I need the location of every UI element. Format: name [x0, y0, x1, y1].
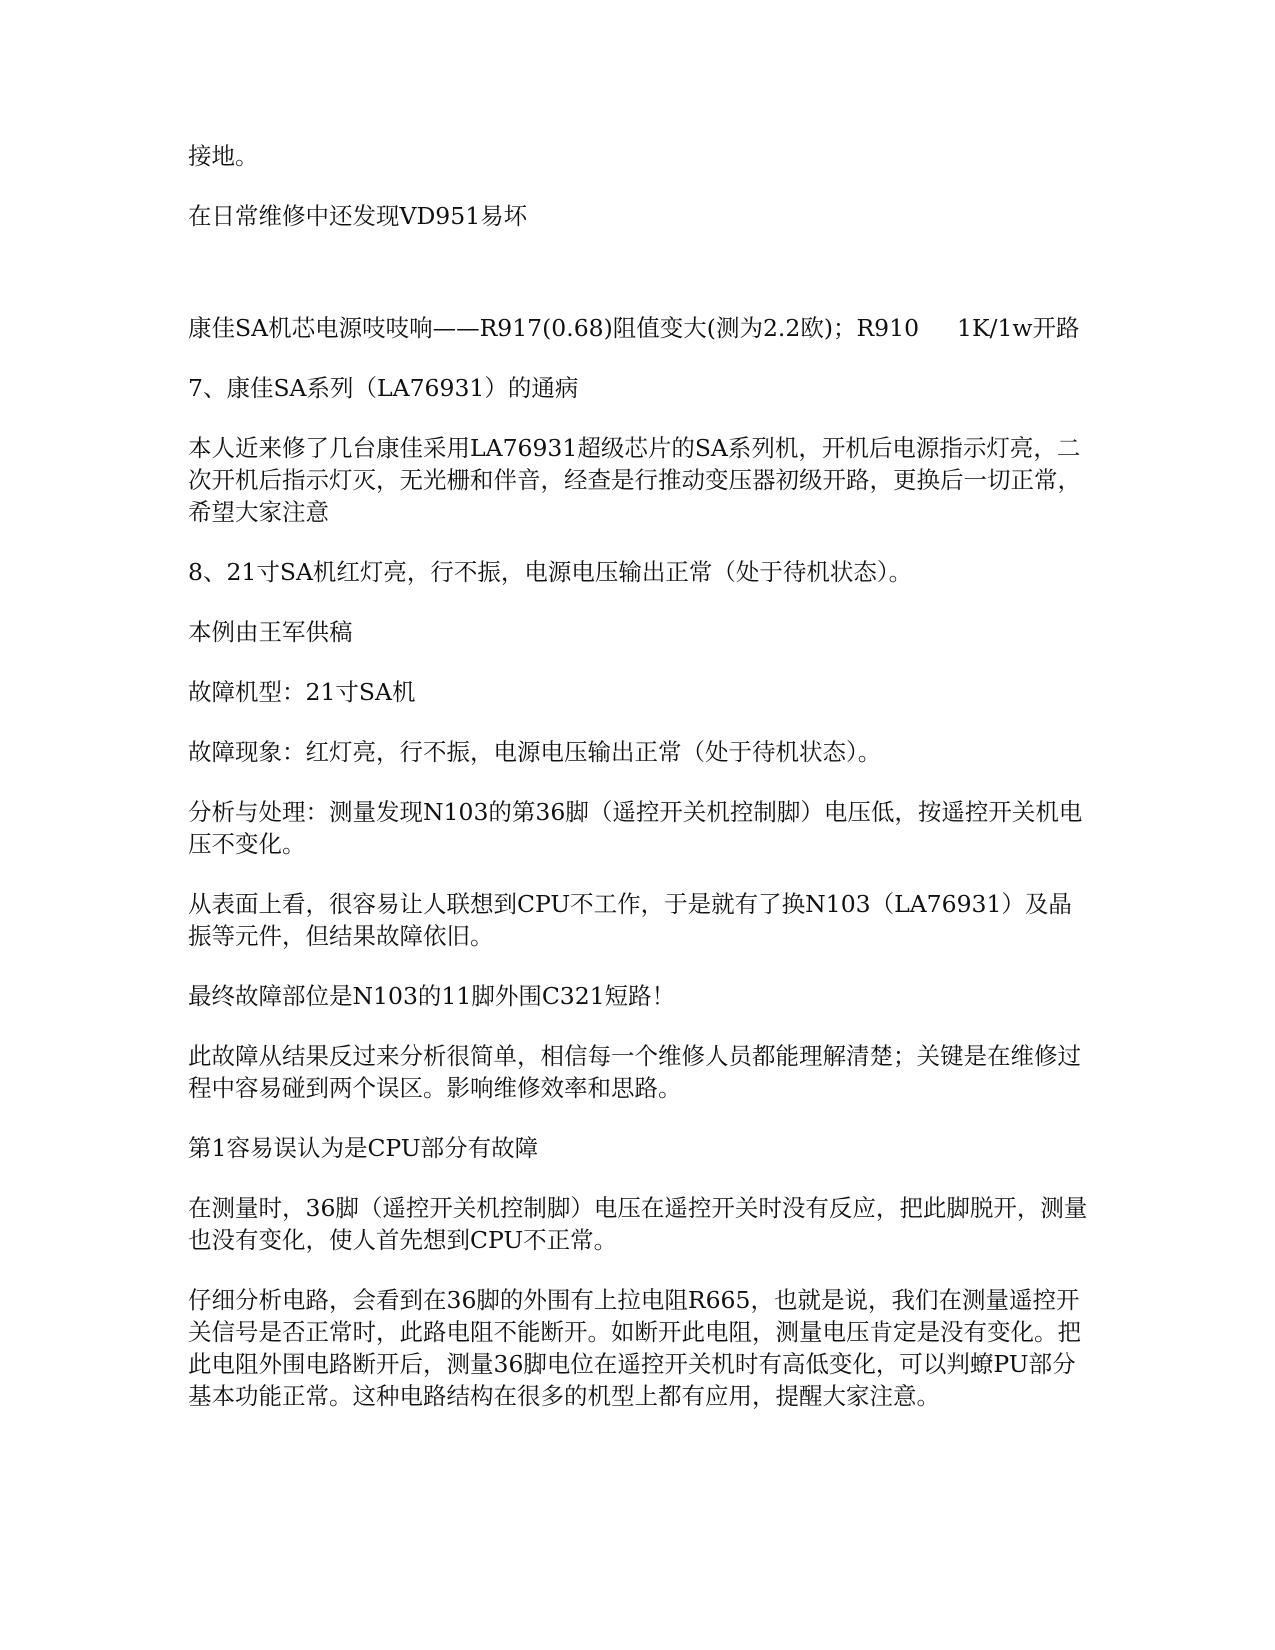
- paragraph-1: 接地。: [188, 142, 259, 170]
- paragraph-3-suffix: 1K/1w开路: [957, 314, 1080, 342]
- paragraph-2: 在日常维修中还发现VD951易坏: [188, 202, 528, 230]
- paragraph-12: 最终故障部位是N103的11脚外围C321短路！: [188, 982, 676, 1010]
- document-body: [188, 140, 1088, 1440]
- paragraph-11: 从表面上看，很容易让人联想到CPU不工作，于是就有了换N103（LA76931）及晶振等元件，但结果故障依旧。: [188, 890, 1072, 950]
- paragraph-7: 本例由王军供稿: [188, 618, 353, 646]
- paragraph-16: 仔细分析电路，会看到在36脚的外围有上拉电阻R665，也就是说，我们在测量遥控开关信号是否正常时，此路电阻不能断开。如断开此电阻，测量电压肯定是没有变化。把此电阻外围电路断开后，测量36脚电位在遥控开关机时有高低变化，可以判蟟PU部分基本功能正常。这种电路结构在很多的机型上都有应用，提醒大家注意。: [188, 1286, 1081, 1410]
- paragraph-13: 此故障从结果反过来分析很简单，相信每一个维修人员都能理解清楚；关键是在维修过程中容易碰到两个误区。影响维修效率和思路。: [188, 1042, 1081, 1102]
- paragraph-3-main: 康佳SA机芯电源吱吱响——R917(0.68)阻值变大(测为2.2欧)；R910: [188, 314, 920, 342]
- paragraph-3: [188, 312, 1088, 344]
- blank-gap: [188, 260, 1088, 312]
- paragraph-8: 故障机型：21寸SA机: [188, 678, 416, 706]
- paragraph-15: 在测量时，36脚（遥控开关机控制脚）电压在遥控开关时没有反应，把此脚脱开，测量也没有变化，使人首先想到CPU不正常。: [188, 1194, 1088, 1254]
- paragraph-5: 本人近来修了几台康佳采用LA76931超级芯片的SA系列机，开机后电源指示灯亮，二次开机后指示灯灭，无光栅和伴音，经查是行推动变压器初级开路，更换后一切正常，希望大家注意: [188, 434, 1081, 526]
- paragraph-6: 8、21寸SA机红灯亮，行不振，电源电压输出正常（处于待机状态）。: [188, 558, 913, 586]
- paragraph-4: 7、康佳SA系列（LA76931）的通病: [188, 374, 579, 402]
- paragraph-9: 故障现象：红灯亮，行不振，电源电压输出正常（处于待机状态）。: [188, 738, 882, 766]
- paragraph-14: 第1容易误认为是CPU部分有故障: [188, 1134, 539, 1162]
- paragraph-10: 分析与处理：测量发现N103的第36脚（遥控开关机控制脚）电压低，按遥控开关机电压不变化。: [188, 798, 1083, 858]
